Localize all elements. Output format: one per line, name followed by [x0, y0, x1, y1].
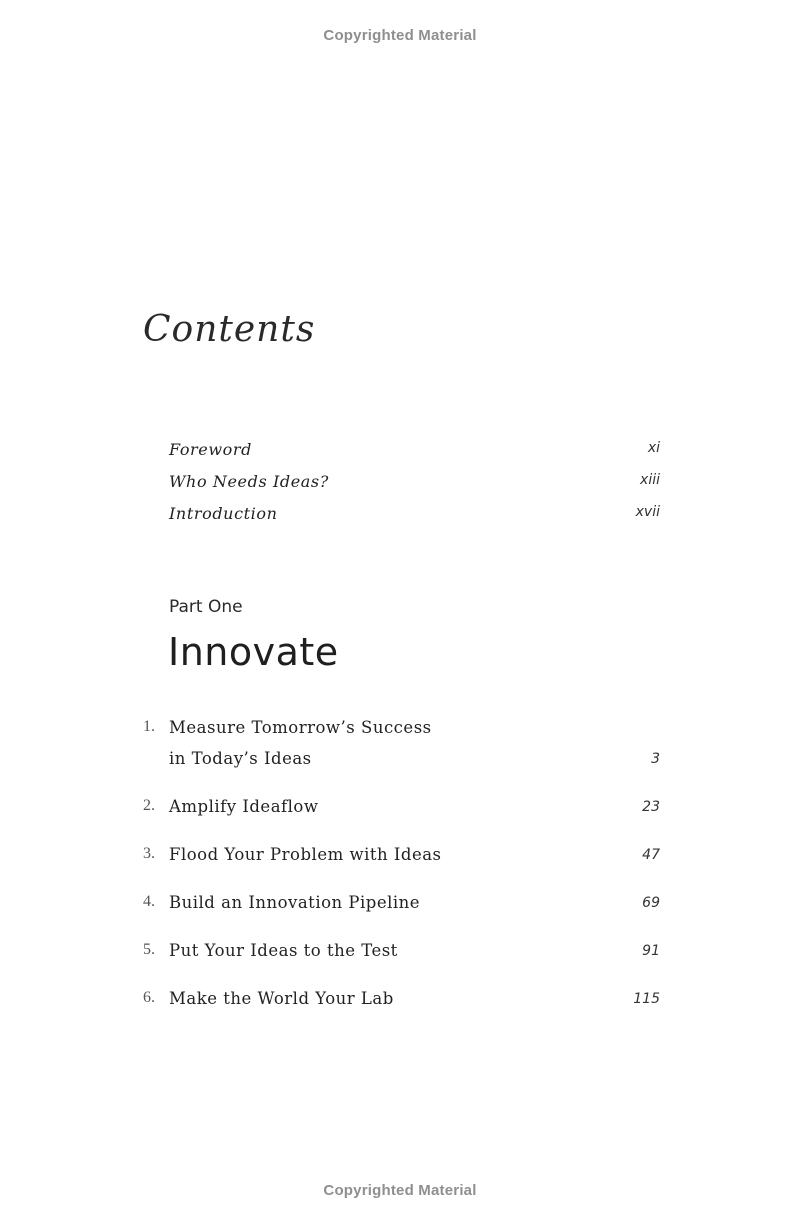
chapter-page: 23: [642, 799, 660, 815]
chapter-number: 5.: [143, 941, 155, 958]
toc-entry-title: Who Needs Ideas?: [169, 472, 329, 491]
watermark-top: Copyrighted Material: [323, 27, 477, 44]
watermark-bottom: Copyrighted Material: [323, 1182, 477, 1199]
chapter-page: 3: [651, 751, 660, 767]
part-title: Innovate: [168, 630, 339, 674]
chapter-number: 4.: [143, 893, 155, 910]
toc-entry-title: Foreword: [169, 440, 252, 459]
page-title: Contents: [143, 309, 316, 350]
chapter-page: 91: [642, 943, 660, 959]
toc-chapter-6: [143, 989, 660, 1013]
toc-entry-who-needs-ideas: [169, 472, 660, 496]
chapter-title: Put Your Ideas to the Test: [169, 941, 398, 960]
toc-chapter-4: [143, 893, 660, 917]
chapter-title-line-1: Measure Tomorrow’s Success: [169, 718, 432, 737]
chapter-number: 3.: [143, 845, 155, 862]
chapter-title: Flood Your Problem with Ideas: [169, 845, 442, 864]
chapter-number: 1.: [143, 718, 155, 735]
toc-chapter-1: [143, 718, 660, 774]
chapter-title-line-2: in Today’s Ideas: [169, 749, 312, 768]
toc-entry-page: xiii: [640, 472, 660, 488]
toc-chapter-2: [143, 797, 660, 821]
chapter-page: 69: [642, 895, 660, 911]
toc-entry-page: xi: [647, 440, 660, 456]
toc-entry-page: xvii: [635, 504, 660, 520]
chapter-number: 2.: [143, 797, 155, 814]
chapter-page: 115: [633, 991, 660, 1007]
part-label: Part One: [169, 597, 243, 617]
chapter-title: Build an Innovation Pipeline: [169, 893, 421, 912]
toc-entry-introduction: [169, 504, 660, 528]
chapter-page: 47: [642, 847, 660, 863]
toc-entry-title: Introduction: [169, 504, 278, 523]
chapter-title: Make the World Your Lab: [169, 989, 394, 1008]
toc-chapter-3: [143, 845, 660, 869]
chapter-title: Amplify Ideaflow: [169, 797, 319, 816]
toc-chapter-5: [143, 941, 660, 965]
toc-entry-foreword: [169, 440, 660, 464]
chapter-number: 6.: [143, 989, 155, 1006]
